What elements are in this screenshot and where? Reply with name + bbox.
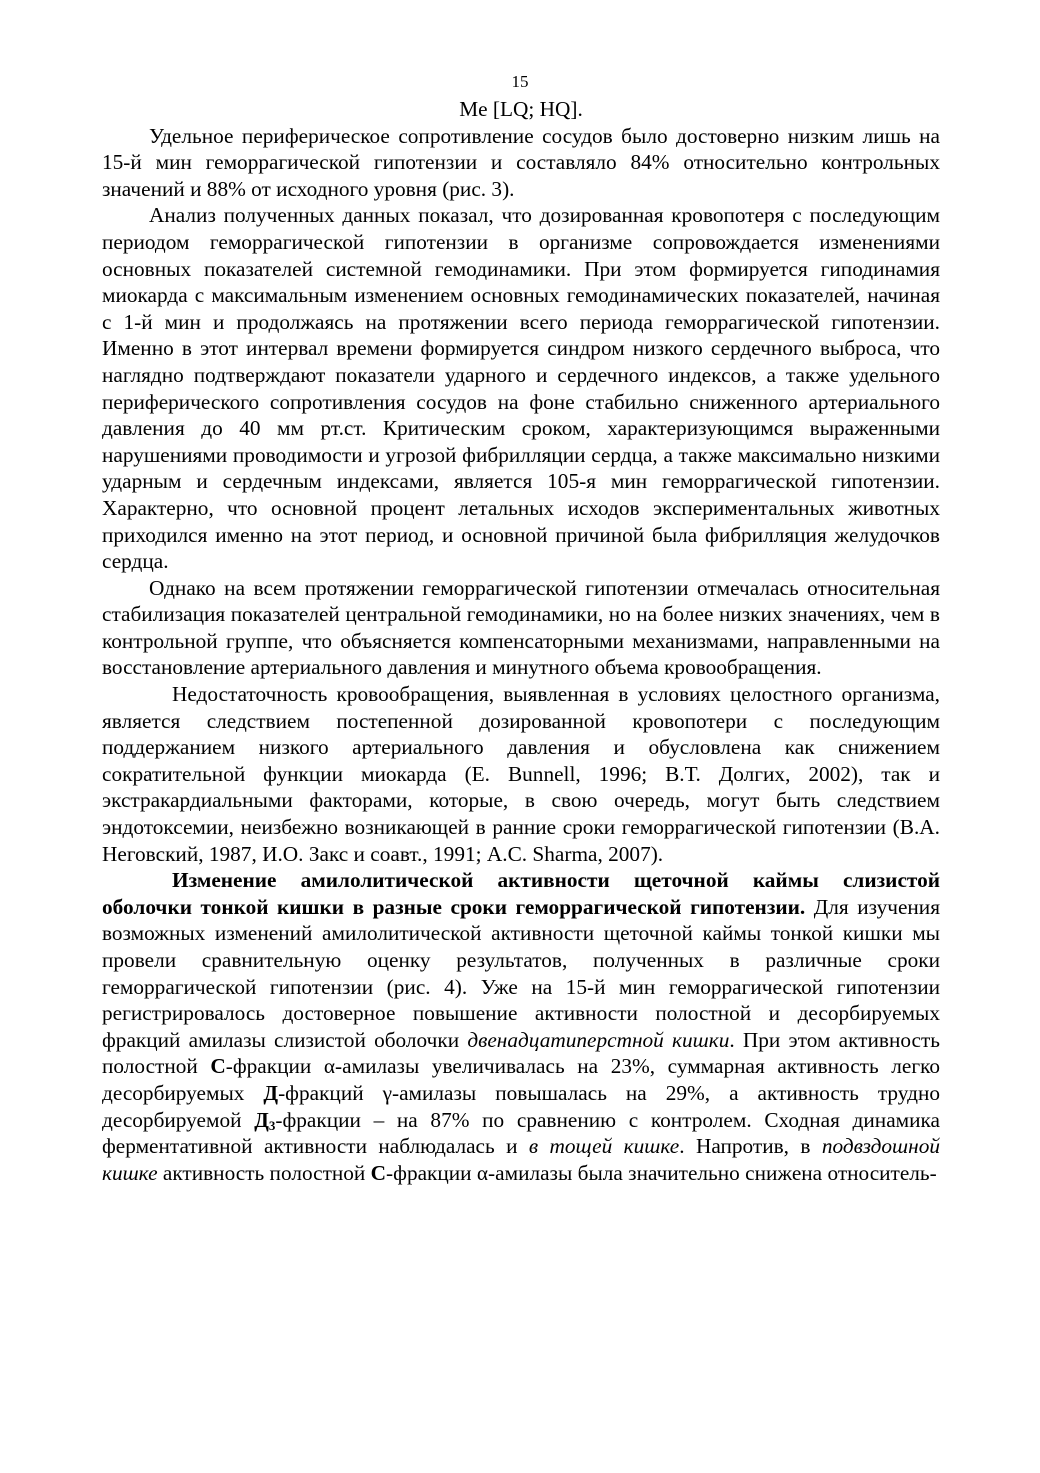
italic-term: в тощей кишке bbox=[528, 1134, 680, 1159]
bold-fraction-label: Д bbox=[254, 1107, 269, 1132]
paragraph-2: Анализ полученных данных показал, что дозированная кровопотеря с последующим периодом геморрагической гипотензии в организме сопровождается изменениями основных показателей системной гемодинамики. При этом формируется гиподинамия миокарда с максимальным изменением основных гемодинамических показателей, начиная с 1-й мин и продолжаясь на протяжении всего периода геморрагической гипотензии. Именно в этот интервал времени формируется синдром низкого сердечного выброса, что наглядно подтверждают показатели ударного и сердечного индексов, а также удельного периферического сопротивления сосудов на фоне стабильно сниженного артериального давления до 40 мм рт.ст. Критическим сроком, характеризующимся выраженными нарушениями проводимости и угрозой фибрилляции сердца, а также максимально низкими ударным и сердечным индексами, является 105-я мин геморрагической гипотензии. Характерно, что основной процент летальных исходов экспериментальных животных приходился именно на этот период, и основной причиной была фибрилляция желудочков сердца. bbox=[102, 203, 940, 574]
text-run: активность полостной bbox=[157, 1160, 371, 1185]
text-run: -фракции α-амилазы была значительно снижена относитель- bbox=[386, 1160, 937, 1185]
italic-term: подвздошной кишке bbox=[102, 1134, 940, 1185]
figure-caption-line: Me [LQ; HQ]. bbox=[459, 97, 583, 121]
page-body bbox=[102, 96, 940, 1186]
paragraph-4: Недостаточность кровообращения, выявленная в условиях целостного организма, является следствием постепенной дозированной кровопотери с последующим поддержанием низкого артериального давления и обусловлена как снижением сократительной функции миокарда (E. Bunnell, 1996; В.Т. Долгих, 2002), так и экстракардиальными факторами, которые, в свою очередь, могут быть следствием эндотоксемии, неизбежно возникающей в ранние сроки геморрагической гипотензии (В.А. Неговский, 1987, И.О. Закс и соавт., 1991; A.C. Sharma, 2007). bbox=[102, 682, 940, 866]
bold-fraction-label: С bbox=[210, 1054, 226, 1079]
text-run: . Напротив, в bbox=[679, 1134, 822, 1159]
page-number: 15 bbox=[511, 72, 529, 91]
paragraph-5 bbox=[102, 867, 940, 1186]
text-run: -фракции – на 87% по сравнению с контролем. Сходная динамика ферментативной активности наблюдалась и bbox=[102, 1107, 940, 1159]
paragraph-3: Однако на всем протяжении геморрагической гипотензии отмечалась относительная стабилизация показателей центральной гемодинамики, но на более низких значениях, чем в контрольной группе, что объясняется компенсаторными механизмами, направленными на восстановление артериального давления и минутного объема кровообращения. bbox=[102, 575, 940, 680]
text-run: Для изучения возможных изменений амилолитической активности щеточной каймы тонкой кишки мы провели сравнительную оценку результатов, полученных в различные сроки геморрагической гипотензии (рис. 4). Уже на 15-й мин геморрагической гипотензии регистрировалось достоверное повышение активности полостной и десорбируемых фракций амилазы слизистой оболочки bbox=[102, 894, 940, 1052]
bold-fraction-label: Д bbox=[263, 1080, 279, 1105]
fraction-subscript: 3 bbox=[268, 1117, 276, 1133]
text-run: -фракций γ-амилазы повышалась на 29%, а активность трудно десорбируемой bbox=[102, 1080, 940, 1132]
italic-term: двенадцатиперстной кишки bbox=[467, 1027, 730, 1052]
text-run: -фракции α-амилазы увеличивалась на 23%, суммарная активность легко десорбируемых bbox=[102, 1054, 940, 1105]
bold-fraction-label: С bbox=[370, 1160, 387, 1185]
section-heading: Изменение амилолитической активности щеточной каймы слизистой оболочки тонкой кишки в разные сроки геморрагической гипотензии. bbox=[102, 868, 940, 919]
paragraph-1: Удельное периферическое сопротивление сосудов было достоверно низким лишь на 15-й мин геморрагической гипотензии и составляло 84% относительно контрольных значений и 88% от исходного уровня (рис. 3). bbox=[102, 123, 940, 201]
text-run: . При этом активность полостной bbox=[102, 1027, 940, 1079]
